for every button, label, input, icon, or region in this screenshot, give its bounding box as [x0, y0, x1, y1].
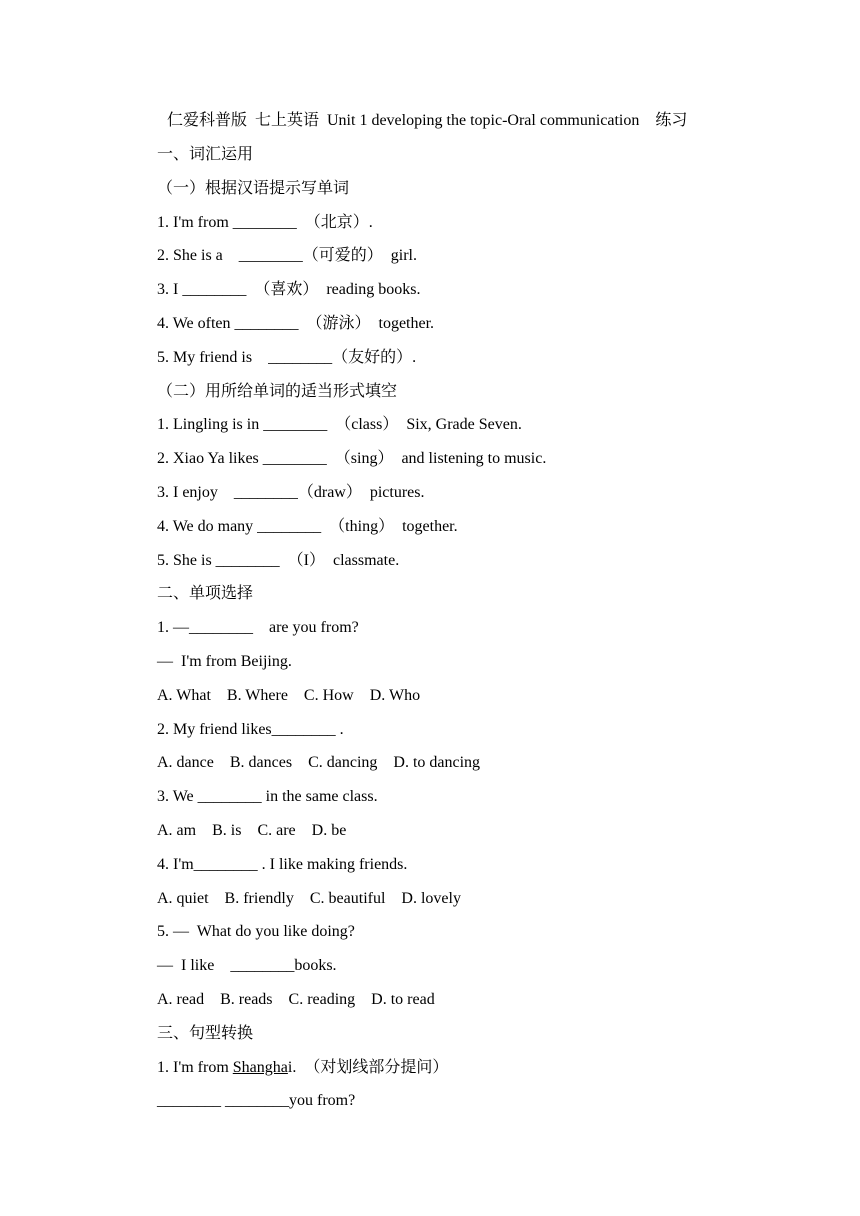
question-line: 4. I'm________ . I like making friends. — [157, 855, 408, 873]
question-line: 5. — What do you like doing? — [157, 923, 355, 941]
underlined-word: Shangha — [232, 1058, 288, 1076]
section-heading-multiple-choice: 二、单项选择 — [157, 585, 254, 603]
answer-blank-line: ________ ________you from? — [157, 1092, 356, 1110]
answer-options: A. What B. Where C. How D. Who — [157, 686, 421, 704]
question-line: 2. My friend likes________ . — [157, 720, 344, 738]
question-line: 3. I enjoy ________（draw） pictures. — [157, 483, 425, 501]
answer-options: A. quiet B. friendly C. beautiful D. lovely — [157, 889, 461, 907]
question-line: 4. We do many ________ （thing） together. — [157, 517, 458, 535]
question-suffix: i. （对划线部分提问） — [287, 1058, 449, 1076]
dialogue-line: — I'm from Beijing. — [157, 652, 292, 670]
question-line: 2. She is a ________（可爱的） girl. — [157, 247, 417, 265]
question-line: 1. I'm from ________ （北京）. — [157, 213, 373, 231]
page-title: 仁爱科普版 七上英语 Unit 1 developing the topic-Oral communication 练习 — [167, 112, 688, 129]
transformation-question — [157, 1057, 837, 1091]
answer-options: A. am B. is C. are D. be — [157, 821, 347, 839]
answer-options: A. dance B. dances C. dancing D. to dancing — [157, 754, 481, 772]
answer-options: A. read B. reads C. reading D. to read — [157, 990, 435, 1008]
question-line: 3. We ________ in the same class. — [157, 788, 378, 806]
subsection-heading-word-forms: （二）用所给单词的适当形式填空 — [157, 382, 398, 400]
question-prefix: 1. I'm from — [157, 1058, 233, 1076]
subsection-heading-chinese-hints: （一）根据汉语提示写单词 — [157, 179, 350, 197]
question-line: 3. I ________ （喜欢） reading books. — [157, 281, 421, 299]
question-line: 1. Lingling is in ________ （class） Six, Grade Seven. — [157, 416, 522, 434]
question-line: 2. Xiao Ya likes ________ （sing） and listening to music. — [157, 450, 547, 468]
dialogue-line: — I like ________books. — [157, 957, 337, 975]
question-line: 4. We often ________ （游泳） together. — [157, 314, 435, 332]
question-line: 5. My friend is ________（友好的）. — [157, 348, 417, 366]
exercise-body — [157, 144, 837, 1124]
question-line: 1. —________ are you from? — [157, 619, 359, 637]
question-line: 5. She is ________ （I） classmate. — [157, 551, 400, 569]
section-heading-sentence-transformation: 三、句型转换 — [157, 1024, 254, 1042]
section-heading-vocabulary: 一、词汇运用 — [157, 146, 254, 163]
